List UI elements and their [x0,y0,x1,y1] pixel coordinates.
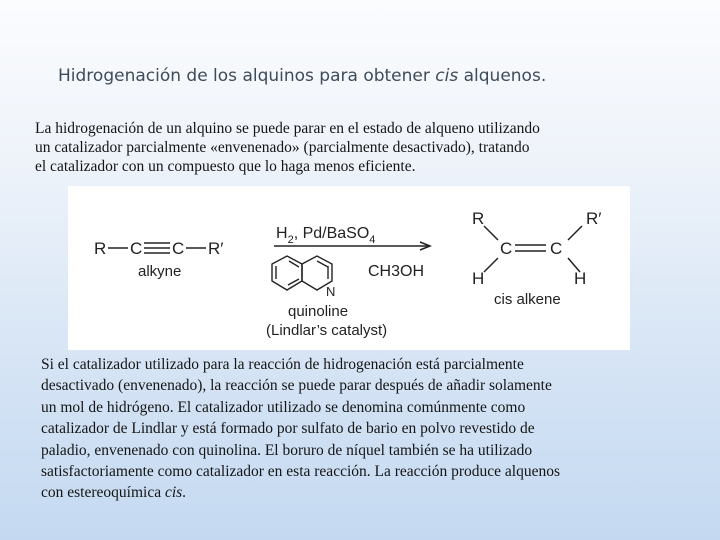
hydrogen: H [276,225,288,242]
slide-title [58,66,546,86]
intro-paragraph [35,119,540,176]
subscript-4: 4 [369,234,376,246]
title-end: alquenos. [458,66,547,86]
detail-line-italic: cis [164,484,183,502]
product-h-right: H [574,269,587,288]
product-h-left: H [472,269,485,288]
reaction-scheme [68,186,630,350]
alkyne-structure [94,239,223,280]
detail-line: Si el catalizador utilizado para la reacción de hidrogenación está parcialmente [41,356,524,373]
bond [484,258,498,272]
intro-line: el catalizador con un compuesto que lo haga menos eficiente. [35,158,416,175]
lindlar-label: (Lindlar’s catalyst) [266,322,388,339]
detail-line: desactivado (envenenado), la reacción se puede parar después de añadir solamente [41,377,552,395]
product-label: cis alkene [494,291,561,308]
bond [484,226,498,240]
detail-line: satisfactoriamente como catalizador en esta reacción. La reacción produce alquenos [41,463,560,481]
catalyst-text: , Pd/BaSO [293,225,370,242]
quinoline-structure [272,256,332,290]
reagent-line [276,225,375,246]
detail-line: catalizador de Lindlar y está formado por sulfato de bario en polvo revestido de [41,420,535,438]
intro-line: La hidrogenación de un alquino se puede parar en el estado de alqueno utilizando [35,120,540,137]
reaction-figure [68,186,630,350]
subscript-2: 2 [287,234,294,246]
product-c-left: C [500,239,513,258]
alkyne-r-right: R′ [208,239,224,258]
reaction-conditions [266,225,430,339]
title-italic: cis [435,66,459,86]
detail-line: un mol de hidrógeno. El catalizador utilizado se denomina comúnmente como [41,398,526,416]
alkyne-c2: C [172,239,185,258]
product-c-right: C [550,239,563,258]
detail-line: paladio, envenenado con quinolina. El boruro de níquel también se ha utilizado [41,441,533,459]
bond [568,226,582,240]
detail-line-end: . [182,484,187,502]
intro-line: un catalizador parcialmente «envenenado» (parcialmente desactivado), tratando [35,139,530,156]
detail-paragraph [41,354,560,504]
alkyne-r-left: R [94,239,107,258]
double-bond [317,261,328,267]
alkyne-label: alkyne [138,263,182,280]
title-main: Hidrogenación de los alquinos para obtener [58,66,436,86]
alkyne-c1: C [130,239,143,258]
solvent: CH3OH [368,263,425,280]
nitrogen-atom: N [326,284,336,299]
product-r-left: R [472,209,485,228]
quinoline-label: quinoline [288,303,349,320]
detail-line-start: con estereoquímica [41,484,165,502]
product-r-right: R′ [586,209,602,228]
cis-alkene-structure [472,209,601,308]
